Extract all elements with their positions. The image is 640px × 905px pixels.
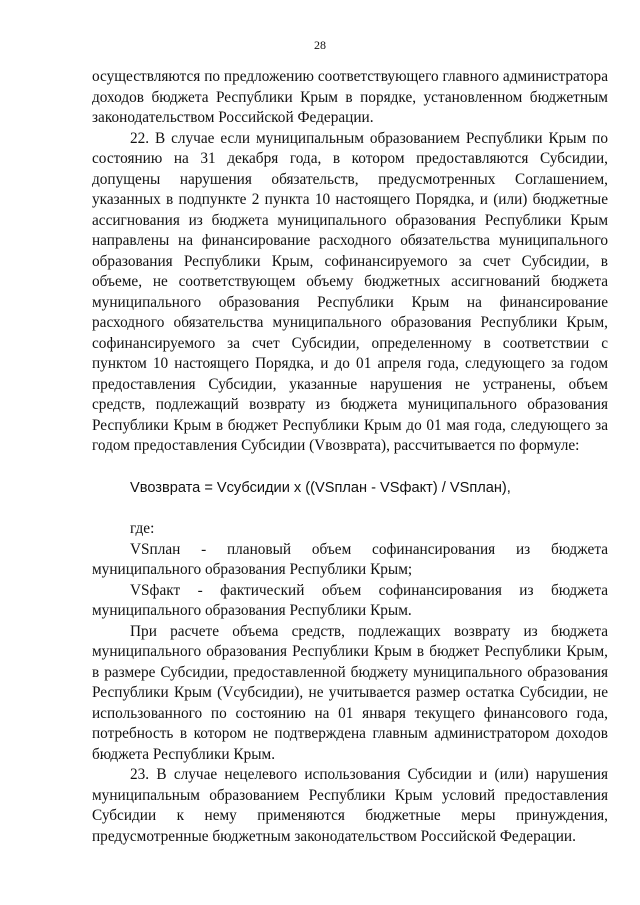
formula-v-return: Vвозврата = Vсубсидии x ((VSплан - VSфакт) / VSплан), (130, 479, 511, 496)
definition-vs-plan: VSплан - плановый объем софинансирования из бюджета муниципального образования Республики Крым; (92, 540, 608, 578)
paragraph-23: 23. В случае нецелевого использования Субсидии и (или) нарушения муниципальным образованием Республики Крым условий предоставления Субсидии к нему применяются бюджетные меры принуждения, предусмотренные бюджетным законодательством Российской Федерации. (92, 766, 608, 845)
paragraph-22: 22. В случае если муниципальным образованием Республики Крым по состоянию на 31 декабря года, в котором предоставляются Субсидии, допущены нарушения обязательств, предусмотренных Соглашением, указанных в подпункте 2 пункта 10 настоящего Порядка, и (или) бюджетные ассигнования из бюджета муниципального образования Республики Крым направлены на финансирование расходного обязательства муниципального образования Республики Крым, софинансируемого за счет Субсидии, в объеме, не соответствующем объему бюджетных ассигнований бюджета муниципального образования Республики Крым на финансирование расходного обязательства муниципального образования Республики Крым, софинансируемого за счет Субсидии, определенному в соответствии с пунктом 10 настоящего Порядка, и до 01 апреля года, следующего за годом предоставления Субсидии, указанные нарушения не устранены, объем средств, подлежащий возврату из бюджета муниципального образования Республики Крым в бюджет Республики Крым до 01 мая года, следующего за годом предоставления Субсидии (Vвозврата), рассчитывается по формуле: (92, 129, 608, 454)
document-body (92, 67, 608, 847)
page-number: 28 (314, 38, 326, 52)
formula-where-label: где: (130, 520, 155, 537)
paragraph-continuation: осуществляются по предложению соответствующего главного администратора доходов бюджета Республики Крым в порядке, установленном бюджетным законодательством Российской Федерации. (92, 68, 608, 126)
definition-vs-fact: VSфакт - фактический объем софинансирования из бюджета муниципального образования Республики Крым. (92, 581, 608, 619)
paragraph-calculation-note: При расчете объема средств, подлежащих возврату из бюджета муниципального образования Республики Крым в бюджет Республики Крым, в размере Субсидии, предоставленной бюджету муниципального образования Республики Крым (Vсубсидии), не учитывается размер остатка Субсидии, не использованного по состоянию на 01 января текущего финансового года, потребность в котором не подтверждена главным администратором доходов бюджета Республики Крым. (92, 622, 608, 763)
